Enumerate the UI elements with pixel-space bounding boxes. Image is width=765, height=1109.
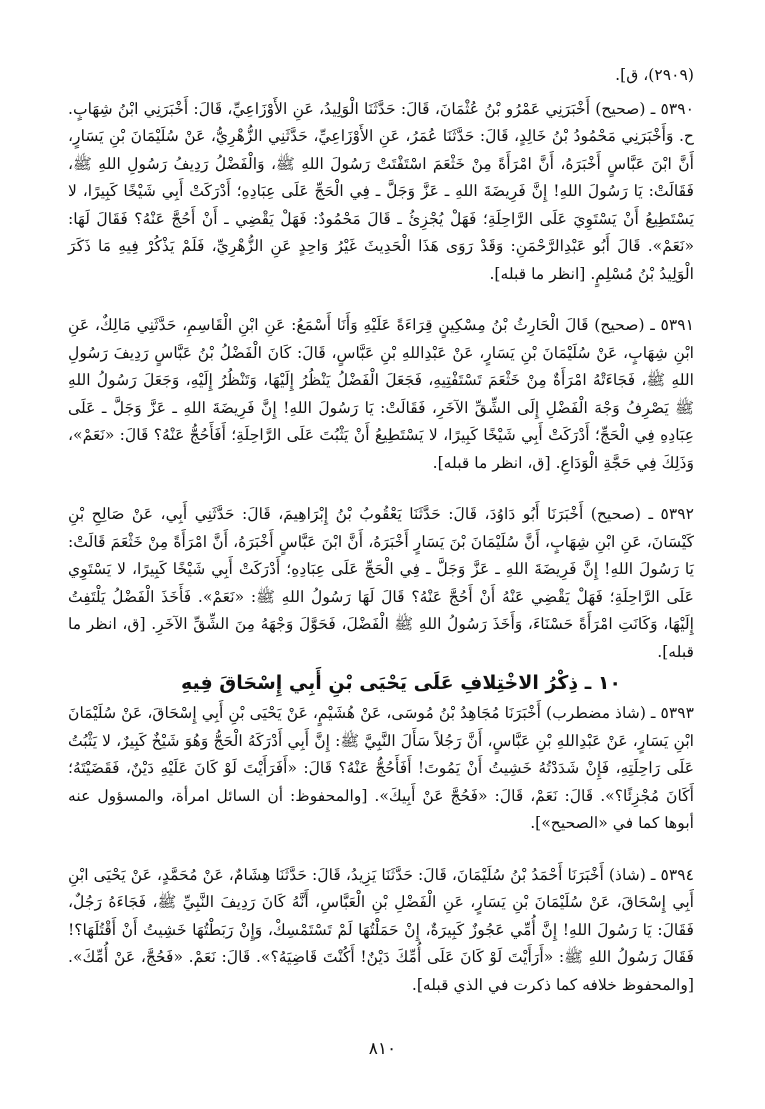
hadith-5390: ٥٣٩٠ ـ (صحيح) أَخْبَرَنِي عَمْرُو بْنُ عُثْمَانَ، قَالَ: حَدَّثَنَا الْوَلِيدُ، عَنِ الأَوْزَاعِيِّ، قَالَ: أَخْبَرَنِي ابْنُ شِهَابٍ. ح. وَأَخْبَرَنِي مَحْمُودُ بْنُ خَالِدٍ، قَالَ: حَدَّثَنَا عُمَرُ، عَنِ الأَوْزَاعِيِّ، حَدَّثَنِي الزُّهْرِيُّ، عَنْ سُلَيْمَانَ بْنِ يَسَارٍ، أَنَّ ابْنَ عَبَّاسٍ أَخْبَرَهُ، أَنَّ امْرَأَةً مِنْ خَثْعَمَ اسْتَفْتَتْ رَسُولَ اللهِ ﷺ، وَالْفَضْلُ رَدِيفُ رَسُولِ اللهِ ﷺ، فَقَالَتْ: يَا رَسُولَ اللهِ! إِنَّ فَرِيضَةَ اللهِ ـ عَزَّ وَجَلَّ ـ فِي الْحَجِّ عَلَى عِبَادِهِ؛ أَدْرَكَتْ أَبِي شَيْخًا كَبِيرًا، لا يَسْتَطِيعُ أَنْ يَسْتَوِيَ عَلَى الرَّاحِلَةِ؛ فَهَلْ يُجْزِئُ ـ قَالَ مَحْمُودٌ: فَهَلْ يَقْضِي ـ أَنْ أَحُجَّ عَنْهُ؟ فَقَالَ لَهَا: «نَعَمْ». قَالَ أَبُو عَبْدِالرَّحْمَنِ: وَقَدْ رَوَى هَذَا الْحَدِيثَ غَيْرُ وَاحِدٍ عَنِ الزُّهْرِيِّ، فَلَمْ يَذْكُرْ فِيهِ مَا ذَكَرَ الْوَلِيدُ بْنُ مُسْلِمٍ. [انظر ما قبله]. — [68, 99, 694, 283]
hadith-5394: ٥٣٩٤ ـ (شاذ) أَخْبَرَنَا أَحْمَدُ بْنُ سُلَيْمَانَ، قَالَ: حَدَّثَنَا يَزِيدُ، قَالَ: حَدَّثَنَا هِشَامٌ، عَنْ مُحَمَّدٍ، عَنْ يَحْيَى ابْنِ أَبِي إِسْحَاقَ، عَنْ سُلَيْمَانَ بْنِ يَسَارٍ، عَنِ الْفَضْلِ بْنِ الْعَبَّاسِ، أَنَّهُ كَانَ رَدِيفَ النَّبِيِّ ﷺ، فَجَاءَهُ رَجُلٌ، فَقَالَ: يَا رَسُولَ اللهِ! إِنَّ أُمِّي عَجُوزٌ كَبِيرَةٌ، إِنْ حَمَلْتُهَا لَمْ تَسْتَمْسِكْ، وَإِنْ رَبَطْتُهَا خَشِيتُ أَنْ أَقْتُلَهَا؟! فَقَالَ رَسُولُ اللهِ ﷺ: «أَرَأَيْتَ لَوْ كَانَ عَلَى أُمِّكَ دَيْنٌ! أَكُنْتَ قَاضِيَهُ؟». قَالَ: نَعَمْ. «فَحُجَّ، عَنْ أُمِّكَ». [والمحفوظ خلافه كما ذكرت في الذي قبله]. — [68, 865, 694, 994]
chapter-heading: ١٠ ـ ذِكْرُ الاخْتِلافِ عَلَى يَحْيَى بْنِ أَبِي إِسْحَاقَ فِيهِ — [180, 672, 622, 694]
page-number: ٨١٠ — [368, 1039, 397, 1059]
page-body — [68, 62, 694, 999]
hadith-5393: ٥٣٩٣ ـ (شاذ مضطرب) أَخْبَرَنَا مُجَاهِدُ بْنُ مُوسَى، عَنْ هُشَيْمٍ، عَنْ يَحْيَى بْنِ أَبِي إِسْحَاقَ، عَنْ سُلَيْمَانَ ابْنِ يَسَارٍ، عَنْ عَبْدِاللهِ بْنِ عَبَّاسٍ، أَنَّ رَجُلاً سَأَلَ النَّبِيَّ ﷺ: إِنَّ أَبِي أَدْرَكَهُ الْحَجُّ وَهُوَ شَيْخٌ كَبِيرٌ، لا يَثْبُتُ عَلَى رَاحِلَتِهِ، فَإِنْ شَدَدْتُهُ خَشِيتُ أَنْ يَمُوتَ! أَفَأَحُجُّ عَنْهُ؟ قَالَ: «أَفَرَأَيْتَ لَوْ كَانَ عَلَيْهِ دَيْنٌ، فَقَضَيْتَهُ؛ أَكَانَ مُجْزِئًا؟». قَالَ: نَعَمْ، قَالَ: «فَحُجَّ عَنْ أَبِيكَ». [والمحفوظ: أن السائل امرأة، والمسؤول عنه أبوها كما في «الصحيح»]. — [68, 704, 694, 832]
hadith-5392: ٥٣٩٢ ـ (صحيح) أَخْبَرَنَا أَبُو دَاوُدَ، قَالَ: حَدَّثَنَا يَعْقُوبُ بْنُ إِبْرَاهِيمَ، قَالَ: حَدَّثَنِي أَبِي، عَنْ صَالِحِ بْنِ كَيْسَانَ، عَنِ ابْنِ شِهَابٍ، أَنَّ سُلَيْمَانَ بْنَ يَسَارٍ أَخْبَرَهُ، أَنَّ ابْنَ عَبَّاسٍ أَخْبَرَهُ، أَنَّ امْرَأَةً مِنْ خَثْعَمَ قَالَتْ: يَا رَسُولَ اللهِ! إِنَّ فَرِيضَةَ اللهِ ـ عَزَّ وَجَلَّ ـ فِي الْحَجِّ عَلَى عِبَادِهِ؛ أَدْرَكَتْ أَبِي شَيْخًا كَبِيرًا، لا يَسْتَوِي عَلَى الرَّاحِلَةِ؛ فَهَلْ يَقْضِي عَنْهُ أَنْ أَحُجَّ عَنْهُ؟ قَالَ لَهَا رَسُولُ اللهِ ﷺ: «نَعَمْ». فَأَخَذَ الْفَضْلُ يَلْتَفِتُ إِلَيْهَا، وَكَانَتِ امْرَأَةً حَسْنَاءَ، وَأَخَذَ رَسُولُ اللهِ ﷺ الْفَضْلَ، فَحَوَّلَ وَجْهَهُ مِنَ الشِّقِّ الآخَرِ. [ق، انظر ما قبله]. — [68, 505, 694, 661]
hadith-5391: ٥٣٩١ ـ (صحيح) قَالَ الْحَارِثُ بْنُ مِسْكِينٍ قِرَاءَةً عَلَيْهِ وَأَنَا أَسْمَعُ: عَنِ ابْنِ الْقَاسِمِ، حَدَّثَنِي مَالِكٌ، عَنِ ابْنِ شِهَابٍ، عَنْ سُلَيْمَانَ بْنِ يَسَارٍ، عَنْ عَبْدِاللهِ بْنِ عَبَّاسٍ، قَالَ: كَانَ الْفَضْلُ بْنُ عَبَّاسٍ رَدِيفَ رَسُولِ اللهِ ﷺ، فَجَاءَتْهُ امْرَأَةٌ مِنْ خَثْعَمَ تَسْتَفْتِيهِ، فَجَعَلَ الْفَضْلُ يَنْظُرُ إِلَيْهَا، وَتَنْظُرُ إِلَيْهِ، وَجَعَلَ رَسُولُ اللهِ ﷺ يَصْرِفُ وَجْهَ الْفَضْلِ إِلَى الشِّقِّ الآخَرِ، فَقَالَتْ: يَا رَسُولَ اللهِ! إِنَّ فَرِيضَةَ اللهِ ـ عَزَّ وَجَلَّ ـ عَلَى عِبَادِهِ فِي الْحَجِّ؛ أَدْرَكَتْ أَبِي شَيْخًا كَبِيرًا، لا يَسْتَطِيعُ أَنْ يَثْبُتَ عَلَى الرَّاحِلَةِ؛ أَفَأَحُجُّ عَنْهُ؟ قَالَ: «نَعَمْ»، وَذَلِكَ فِي حَجَّةِ الْوَدَاعِ. [ق، انظر ما قبله]. — [68, 316, 694, 472]
continued-reference: (٢٩٠٩)، ق]. — [615, 66, 694, 84]
